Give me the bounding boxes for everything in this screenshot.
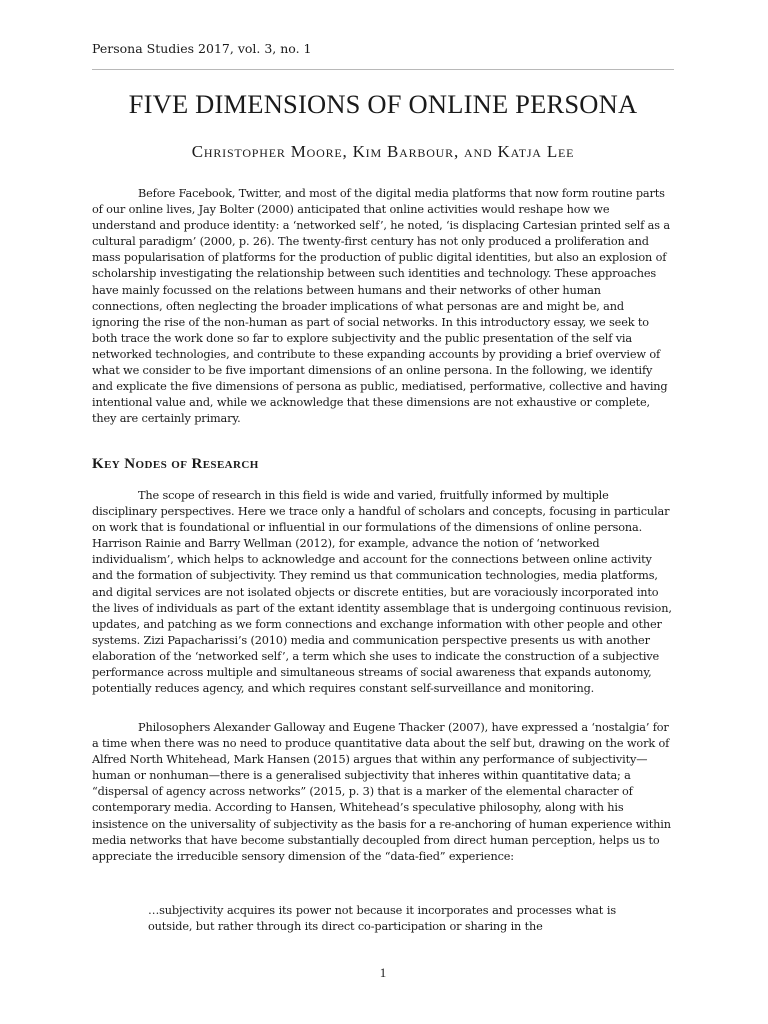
paragraph-text: Philosophers Alexander Galloway and Eugene Thacker (2007), have expressed a ‘nostalgia’ for a time when there was no need to produce quantitative data about the self but, drawing on the work of Alfred North Whitehead, Mark Hansen (2015) argues that within any performance of subjectivity—human or nonhuman—there is a generalised subjectivity that inheres within quantitative data; a “dispersal of agency across networks” (2015, p. 3) that is a marker of the elemental character of contemporary media. According to Hansen, Whitehead’s speculative philosophy, along with his insistence on the universality of subjectivity as the basis for a re-anchoring of human experience within media networks that have become substantially decoupled from direct human perception, helps us to appreciate the irreducible sensory dimension of the “data-fied” experience:: [92, 721, 671, 863]
section-heading: Key Nodes of Research: [92, 456, 259, 472]
paragraph-scope: [92, 488, 674, 697]
paragraph-intro: [92, 186, 674, 427]
page-number: 1: [379, 965, 387, 980]
block-quote: …subjectivity acquires its power not because it incorporates and processes what is outside, but rather through its direct co-participation or sharing in the: [148, 904, 616, 934]
paragraph-text: Before Facebook, Twitter, and most of the digital media platforms that now form routine parts of our online lives, Jay Bolter (2000) anticipated that online activities would reshape how we understand and produce identity: a ‘networked self’, he noted, ‘is displacing Cartesian printed self as a cultural paradigm’ (2000, p. 26). The twenty-first century has not only produced a proliferation and mass popularisation of platforms for the production of public digital identities, but also an explosion of scholarship investigating the relationship between such identities and technology. These approaches have mainly focussed on the relations between humans and their networks of other human connections, often neglecting the broader implications of what personas are and might be, and ignoring the rise of the non-human as part of social networks. In this introductory essay, we seek to both trace the work done so far to explore subjectivity and the public presentation of the self via networked technologies, and contribute to these expanding accounts by providing a brief overview of what we consider to be five important dimensions of an online persona. In the following, we identify and explicate the five dimensions of persona as public, mediatised, performative, collective and having intentional value and, while we acknowledge that these dimensions are not exhaustive or complete, they are certainly primary.: [92, 187, 670, 426]
article-authors: Christopher Moore, Kim Barbour, and Katja Lee: [191, 142, 575, 161]
paragraph-text: The scope of research in this field is wide and varied, fruitfully informed by multiple disciplinary perspectives. Here we trace only a handful of scholars and concepts, focusing in particular on work that is foundational or influential in our formulations of the dimensions of online persona. Harrison Rainie and Barry Wellman (2012), for example, advance the notion of ‘networked individualism’, which helps to acknowledge and account for the connections between online activity and the formation of subjectivity. They remind us that communication technologies, media platforms, and digital services are not isolated objects or discrete entities, but are voraciously incorporated into the lives of individuals as part of the extant identity assemblage that is undergoing continuous revision, updates, and patching as we form connections and exchange information with other people and other systems. Zizi Papacharissi’s (2010) media and communication perspective presents us with another elaboration of the ‘networked self’, a term which she uses to indicate the construction of a subjective performance across multiple and simultaneous streams of social awareness that expands autonomy, potentially reduces agency, and which requires constant self-surveillance and monitoring.: [92, 489, 672, 696]
header-rule: [92, 69, 674, 70]
journal-page: [92, 0, 674, 1024]
running-head: Persona Studies 2017, vol. 3, no. 1: [92, 41, 312, 56]
article-title: FIVE DIMENSIONS OF ONLINE PERSONA: [128, 89, 638, 119]
paragraph-philosophers: [92, 720, 674, 865]
